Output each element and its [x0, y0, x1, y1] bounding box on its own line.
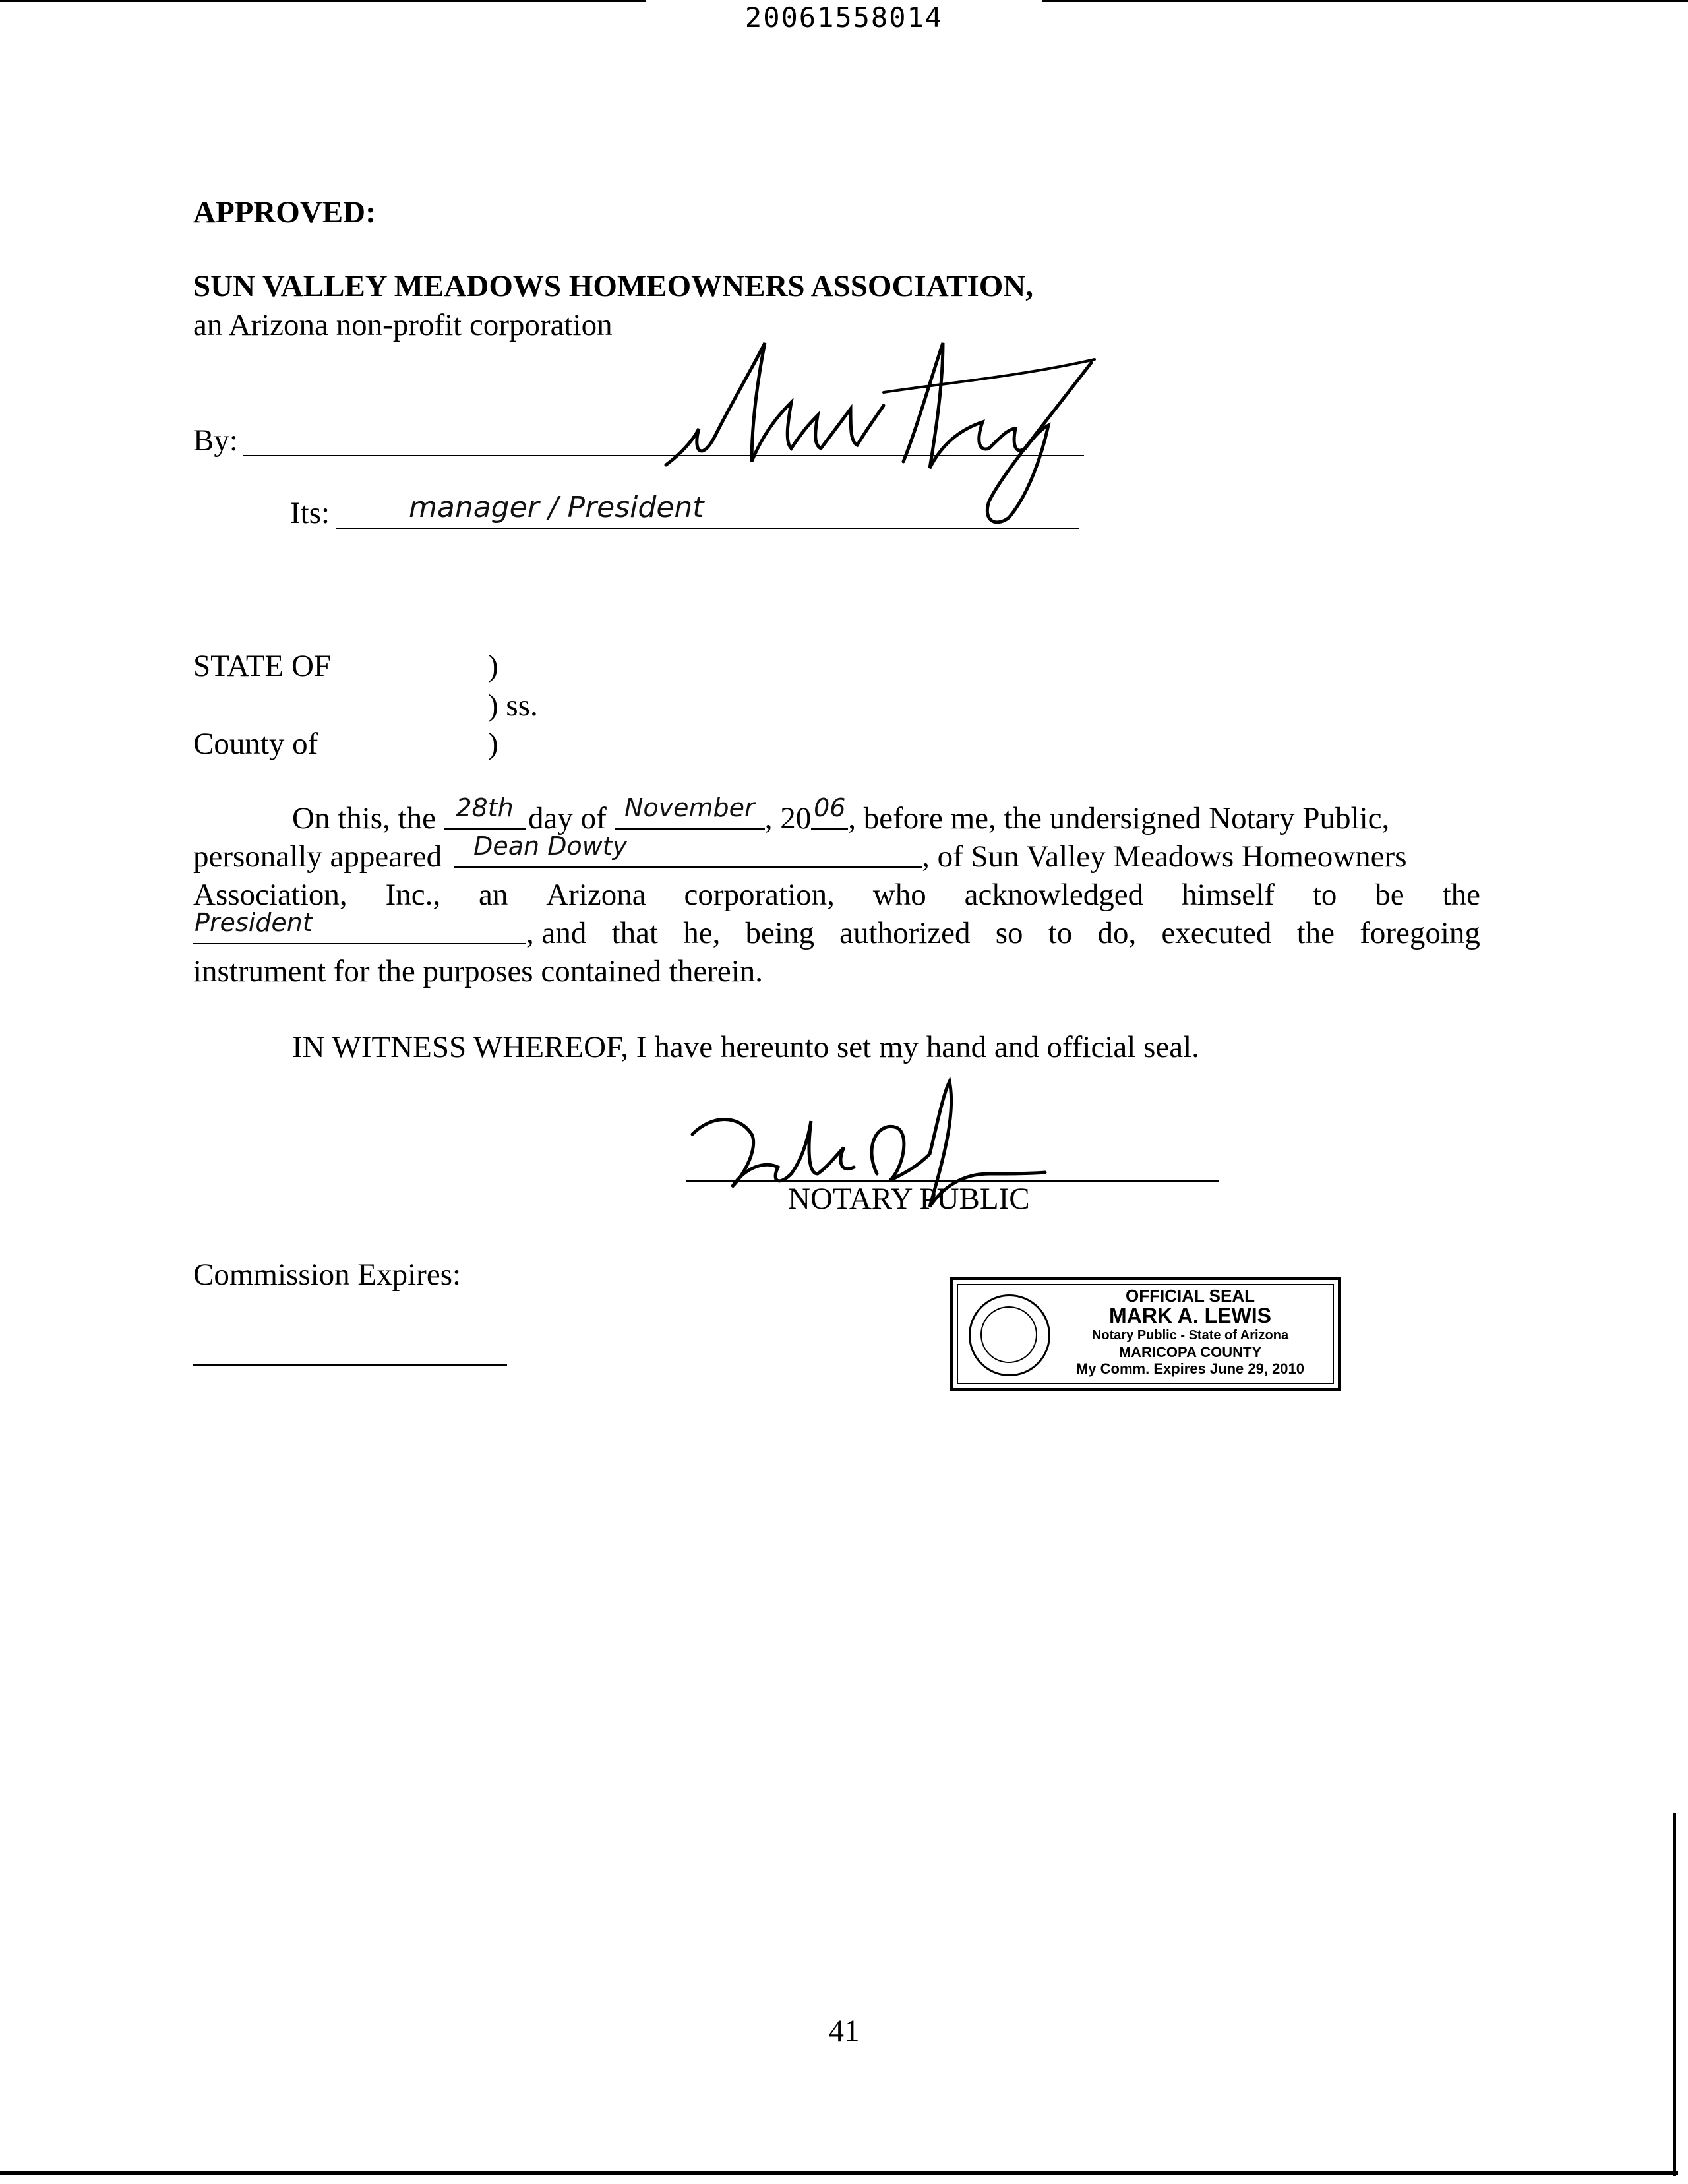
ack-l3-word: who	[872, 878, 926, 912]
ack-name-blank	[454, 832, 922, 868]
ack-of-association: , of Sun Valley Meadows Homeowners	[922, 839, 1407, 874]
its-handwritten-title: manager / President	[409, 491, 704, 524]
ack-month-handwritten: November	[624, 793, 755, 822]
ack-l4-word: foregoing	[1360, 916, 1480, 950]
ack-l4-word: executed	[1161, 916, 1272, 950]
commission-expires-line	[193, 1364, 507, 1366]
seal-line-2: MARICOPA COUNTY	[1118, 1344, 1262, 1360]
official-notary-seal	[950, 1277, 1341, 1391]
by-label: By:	[193, 423, 238, 458]
state-of-label: STATE OF	[193, 649, 332, 683]
ack-l4-word: do,	[1097, 916, 1137, 950]
seal-text-block	[1052, 1287, 1329, 1378]
president-signature-icon	[653, 330, 1101, 528]
ack-l4-start	[193, 908, 587, 952]
venue-paren-ss: ) ss.	[488, 688, 538, 723]
page-number: 41	[828, 2014, 860, 2048]
ack-day-of: day of	[528, 801, 607, 835]
ack-l3-word: Inc.,	[385, 878, 441, 912]
ack-title-handwritten: President	[195, 908, 313, 937]
recording-number: 20061558014	[744, 1, 944, 34]
ack-l3-word: Arizona	[546, 878, 646, 912]
ack-day-handwritten: 28th	[456, 793, 514, 822]
ack-line-2	[193, 832, 1480, 876]
seal-notary-name: MARK A. LEWIS	[1109, 1304, 1271, 1327]
commission-expires-label: Commission Expires:	[193, 1258, 462, 1292]
ack-l3-word: an	[478, 878, 508, 912]
ack-l4-word: , and	[526, 916, 587, 950]
ack-l4-word: authorized	[839, 916, 971, 950]
ack-l5-text: instrument for the purposes contained therein.	[193, 954, 764, 988]
ack-l4-word: he,	[683, 916, 721, 950]
ack-l3-word: corporation,	[684, 878, 835, 912]
ack-line-4	[193, 908, 1480, 952]
seal-title: OFFICIAL SEAL	[1126, 1286, 1255, 1306]
ack-l4-word: being	[745, 916, 814, 950]
ack-year-blank	[811, 793, 848, 830]
notary-public-label: NOTARY PUBLIC	[788, 1182, 1030, 1216]
scan-edge-bottom	[0, 2171, 1678, 2175]
ack-l4-word: the	[1296, 916, 1335, 950]
ack-l4-word: that	[611, 916, 659, 950]
ack-on-this: On this, the	[292, 801, 437, 835]
seal-line-3: My Comm. Expires June 29, 2010	[1075, 1360, 1305, 1377]
arizona-seal-inner-icon	[980, 1306, 1037, 1363]
its-line	[336, 528, 1079, 529]
ack-l4-word: so	[995, 916, 1023, 950]
ack-year-handwritten: 06	[814, 793, 846, 822]
witness-statement: IN WITNESS WHEREOF, I have hereunto set my hand and official seal.	[292, 1030, 1199, 1064]
ack-l4-word: to	[1048, 916, 1073, 950]
ack-day-blank	[444, 793, 526, 830]
ack-l3-word: acknowledged	[964, 878, 1144, 912]
venue-paren-1: )	[488, 649, 498, 683]
ack-name-handwritten: Dean Dowty	[473, 832, 628, 861]
its-label: Its:	[290, 496, 330, 530]
ack-l3-word: himself	[1181, 878, 1275, 912]
ack-personally-appeared: personally appeared	[193, 839, 442, 874]
ack-l3-word: the	[1442, 878, 1480, 912]
ack-title-blank	[193, 908, 526, 944]
ack-l3-word: Association,	[193, 878, 347, 912]
ack-l3-word: to	[1312, 878, 1337, 912]
association-subtitle: an Arizona non-profit corporation	[193, 308, 613, 342]
ack-before-me: , before me, the undersigned Notary Public,	[848, 801, 1390, 835]
scan-edge-right	[1673, 1813, 1676, 2176]
ack-line-5	[193, 952, 1480, 990]
ack-year-prefix: , 20	[764, 801, 812, 835]
venue-paren-3: )	[488, 727, 498, 761]
county-of-label: County of	[193, 727, 318, 761]
acknowledgment-paragraph	[193, 793, 1480, 990]
association-name: SUN VALLEY MEADOWS HOMEOWNERS ASSOCIATION,	[193, 269, 1034, 303]
ack-l3-word: be	[1375, 878, 1404, 912]
seal-line-1: Notary Public - State of Arizona	[1091, 1328, 1289, 1343]
ack-month-blank	[615, 793, 765, 830]
approved-heading: APPROVED:	[193, 195, 376, 229]
